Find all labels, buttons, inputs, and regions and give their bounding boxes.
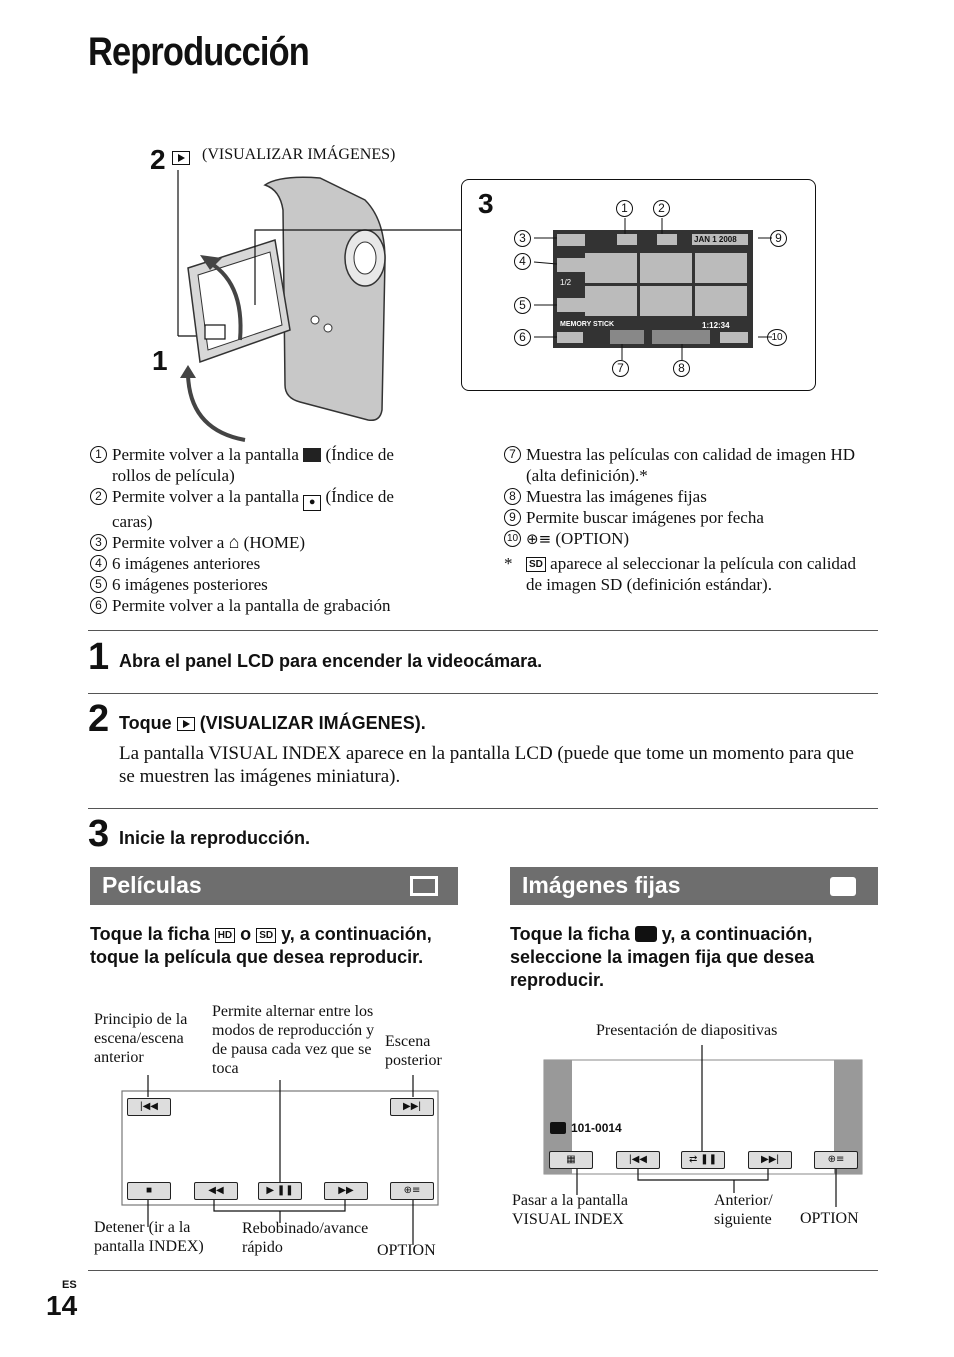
legend-item-8: 8 Muestra las imágenes fijas <box>504 486 864 507</box>
caption-option: OPTION <box>800 1210 859 1227</box>
camera-icon <box>830 877 856 896</box>
screen-time: 1:12:34 <box>702 321 730 330</box>
caption-toggle: Permite alternar entre los modos de reproducción y de pausa cada vez que se toca <box>212 1003 375 1077</box>
hd-badge: HD <box>215 928 235 943</box>
caption-visual-index: Pasar a la pantalla VISUAL INDEX <box>512 1192 628 1228</box>
legend-item-2: 2 Permite volver a la pantalla ● (Índice de caras) <box>90 486 430 532</box>
peliculas-instruction: Toque la ficha HD o SD y, a continuación, toque la película que desea reproducir. <box>90 924 432 967</box>
caption-stop: Detener (ir a la pantalla INDEX) <box>94 1219 204 1255</box>
divider <box>88 808 878 809</box>
camera-icon <box>635 926 657 942</box>
caption-prev-scene: Principio de la escena/escena anterior <box>94 1011 188 1066</box>
divider <box>88 630 878 631</box>
step3-number: 3 <box>88 813 110 855</box>
step2-number: 2 <box>88 698 110 740</box>
lcd-screen-diagram <box>461 179 816 391</box>
legend-item-1: 1 Permite volver a la pantalla (Índice de rollos de película) <box>90 444 430 486</box>
option-button[interactable]: ⊕≡ <box>814 1151 858 1169</box>
callout-8: 8 <box>673 360 690 377</box>
photo-playback-diagram <box>510 1015 880 1245</box>
page-number: 14 <box>46 1290 78 1321</box>
caption-next-scene: Escena posterior <box>385 1033 442 1069</box>
camera-figure <box>150 140 480 450</box>
fijas-header: Imágenes fijas <box>510 867 878 905</box>
legend-item-3: 3 Permite volver a ⌂ (HOME) <box>90 532 430 553</box>
callout-1: 1 <box>616 200 633 217</box>
divider <box>88 1270 878 1271</box>
screen-media: MEMORY STICK <box>560 321 615 328</box>
previous-image-button[interactable]: |◀◀ <box>616 1151 660 1169</box>
peliculas-header: Películas <box>90 867 458 905</box>
film-roll-icon <box>303 448 321 462</box>
play-icon <box>177 717 195 731</box>
camera-icon <box>550 1122 566 1134</box>
step3-heading: Inicie la reproducción. <box>119 828 311 848</box>
callout-4: 4 <box>514 253 531 270</box>
fijas-instruction: Toque la ficha y, a continuación, seleccione la imagen fija que desea reproducir. <box>510 924 815 990</box>
language-tag: ES <box>62 1279 77 1291</box>
step-label-2: 2 <box>150 144 166 175</box>
visualizar-label: (VISUALIZAR IMÁGENES) <box>202 146 396 163</box>
step-label-1: 1 <box>152 345 168 376</box>
screen-page: 1/2 <box>560 278 572 287</box>
stop-button[interactable]: ■ <box>127 1182 171 1200</box>
movie-playback-diagram <box>90 1005 460 1265</box>
slideshow-button[interactable]: ⇄ ❚❚ <box>681 1151 725 1169</box>
step1-heading: Abra el panel LCD para encender la videocámara. <box>119 651 543 671</box>
legend-left <box>90 444 430 616</box>
callout-2: 2 <box>653 200 670 217</box>
play-pause-button[interactable]: ▶ ❚❚ <box>258 1182 302 1200</box>
legend-item-7: 7 Muestra las películas con calidad de imagen HD (alta definición).* <box>504 444 864 486</box>
legend-item-10: 10 ⊕≡ (OPTION) <box>504 528 864 550</box>
legend-item-9: 9 Permite buscar imágenes por fecha <box>504 507 864 528</box>
file-number: 101-0014 <box>571 1121 622 1135</box>
rewind-button[interactable]: ◀◀ <box>194 1182 238 1200</box>
legend-item-6: 6 Permite volver a la pantalla de grabación <box>90 595 430 616</box>
callout-9: 9 <box>770 230 787 247</box>
caption-rewind: Rebobinado/avance rápido <box>242 1220 369 1256</box>
home-icon: ⌂ <box>228 532 240 552</box>
legend-right <box>504 444 864 595</box>
option-icon: ⊕≡ <box>526 530 552 548</box>
legend-item-4: 4 6 imágenes anteriores <box>90 553 430 574</box>
fast-forward-button[interactable]: ▶▶ <box>324 1182 368 1200</box>
screen-date: JAN 1 2008 <box>694 235 737 244</box>
legend-item-5: 5 6 imágenes posteriores <box>90 574 430 595</box>
step-label-3: 3 <box>478 188 494 219</box>
callout-6: 6 <box>514 329 531 346</box>
sd-badge: SD <box>256 928 276 943</box>
callout-5: 5 <box>514 297 531 314</box>
visual-index-screen <box>462 180 817 392</box>
previous-scene-button[interactable]: |◀◀ <box>127 1098 171 1116</box>
caption-prev-next: Anterior/ siguiente <box>714 1192 773 1228</box>
callout-3: 3 <box>514 230 531 247</box>
step2-heading: Toque (VISUALIZAR IMÁGENES). <box>119 713 426 733</box>
step2-body: La pantalla VISUAL INDEX aparece en la pantalla LCD (puede que tome un momento para que se muestren las imágenes miniatura). <box>119 743 854 787</box>
option-button[interactable]: ⊕≡ <box>390 1182 434 1200</box>
caption-option: OPTION <box>377 1242 436 1259</box>
step1-number: 1 <box>88 636 110 678</box>
divider <box>88 693 878 694</box>
camcorder-illustration <box>150 140 480 450</box>
film-icon <box>410 876 438 896</box>
next-scene-button[interactable]: ▶▶| <box>390 1098 434 1116</box>
sd-badge: SD <box>526 557 546 572</box>
page-title: Reproducción <box>88 30 309 74</box>
visual-index-button[interactable]: ▦ <box>549 1151 593 1169</box>
callout-7: 7 <box>612 360 629 377</box>
caption-slideshow: Presentación de diapositivas <box>596 1022 778 1039</box>
legend-footnote: * SD aparece al seleccionar la película con calidad de imagen SD (definición estándar). <box>504 554 856 594</box>
next-image-button[interactable]: ▶▶| <box>748 1151 792 1169</box>
callout-10: 10 <box>767 329 787 346</box>
face-index-icon: ● <box>303 495 321 511</box>
